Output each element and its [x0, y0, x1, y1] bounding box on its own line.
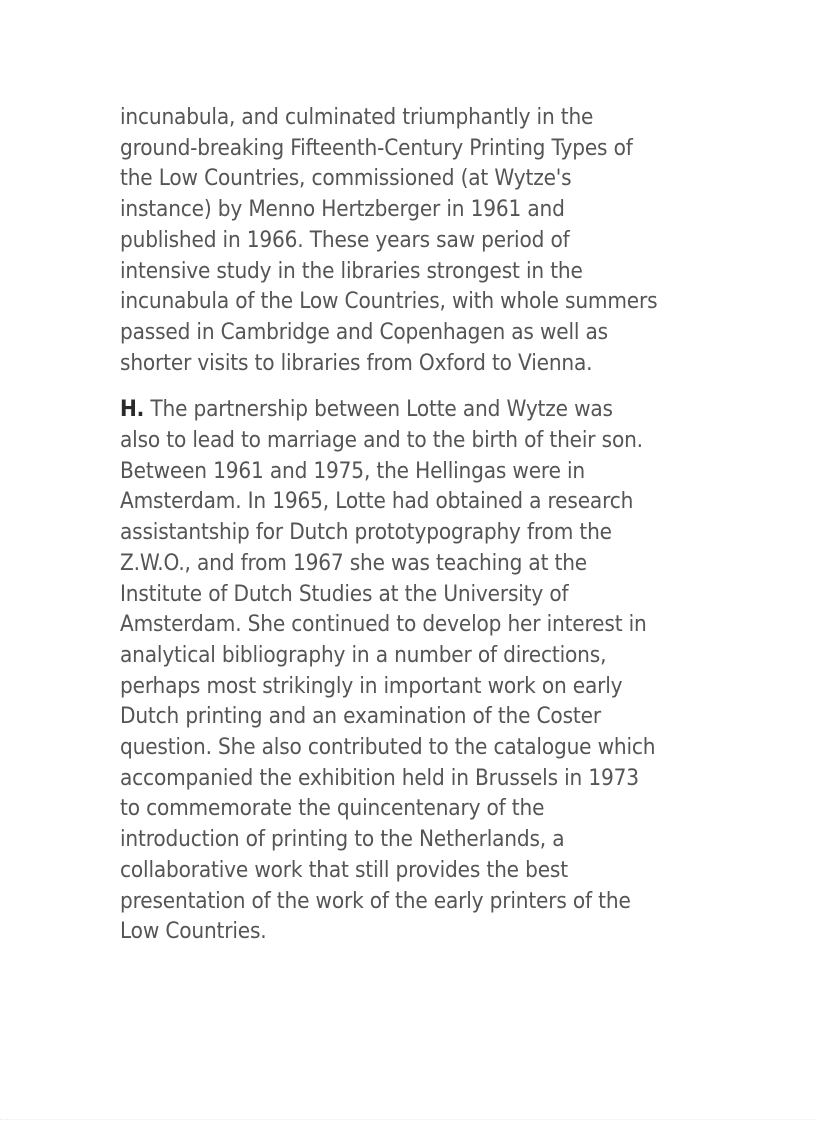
text-line: passed in Cambridge and Copenhagen as well as: [120, 318, 608, 345]
text-line: Low Countries.: [120, 918, 267, 945]
text-line: to commemorate the quincentenary of the: [120, 795, 545, 822]
text-line: intensive study in the libraries strongest in the: [120, 257, 583, 284]
text-line: Dutch printing and an examination of the Coster: [120, 703, 601, 730]
text-line-with-lead: [120, 394, 648, 425]
text-line: Amsterdam. In 1965, Lotte had obtained a research: [120, 488, 634, 515]
text-line: question. She also contributed to the catalogue which: [120, 734, 656, 761]
text-line: perhaps most strikingly in important work on early: [120, 672, 623, 699]
text-line: assistantship for Dutch prototypography from the: [120, 519, 612, 546]
text-line: introduction of printing to the Netherlands, a: [120, 826, 565, 853]
text-line: the Low Countries, commissioned (at Wytze's: [120, 165, 572, 192]
section-lead-letter: H.: [120, 396, 145, 423]
text-line: Z.W.O., and from 1967 she was teaching at the: [120, 549, 588, 576]
text-line: incunabula of the Low Countries, with whole summers: [120, 288, 658, 315]
text-line: collaborative work that still provides the best: [120, 856, 568, 883]
text-line: ground-breaking Fifteenth-Century Printing Types of: [120, 134, 633, 161]
body-text: [120, 102, 658, 947]
paragraph-spacer: [120, 378, 648, 394]
text-line: published in 1966. These years saw period of: [120, 226, 570, 253]
text-line: Amsterdam. She continued to develop her interest in: [120, 611, 647, 638]
text-line-rest: The partnership between Lotte and Wytze was: [144, 396, 613, 423]
paragraph-1: [120, 102, 658, 378]
text-line: accompanied the exhibition held in Brussels in 1973: [120, 764, 639, 791]
text-line: also to lead to marriage and to the birth of their son.: [120, 427, 643, 454]
text-line: instance) by Menno Hertzberger in 1961 and: [120, 196, 565, 223]
text-line: presentation of the work of the early printers of the: [120, 887, 631, 914]
text-line: shorter visits to libraries from Oxford to Vienna.: [120, 349, 593, 376]
page-bottom-edge: [0, 1119, 816, 1120]
text-line: Institute of Dutch Studies at the University of: [120, 580, 569, 607]
paragraph-2: [120, 394, 656, 947]
text-line: incunabula, and culminated triumphantly in the: [120, 104, 594, 130]
text-line: Between 1961 and 1975, the Hellingas were in: [120, 457, 586, 484]
text-line: analytical bibliography in a number of directions,: [120, 641, 607, 668]
